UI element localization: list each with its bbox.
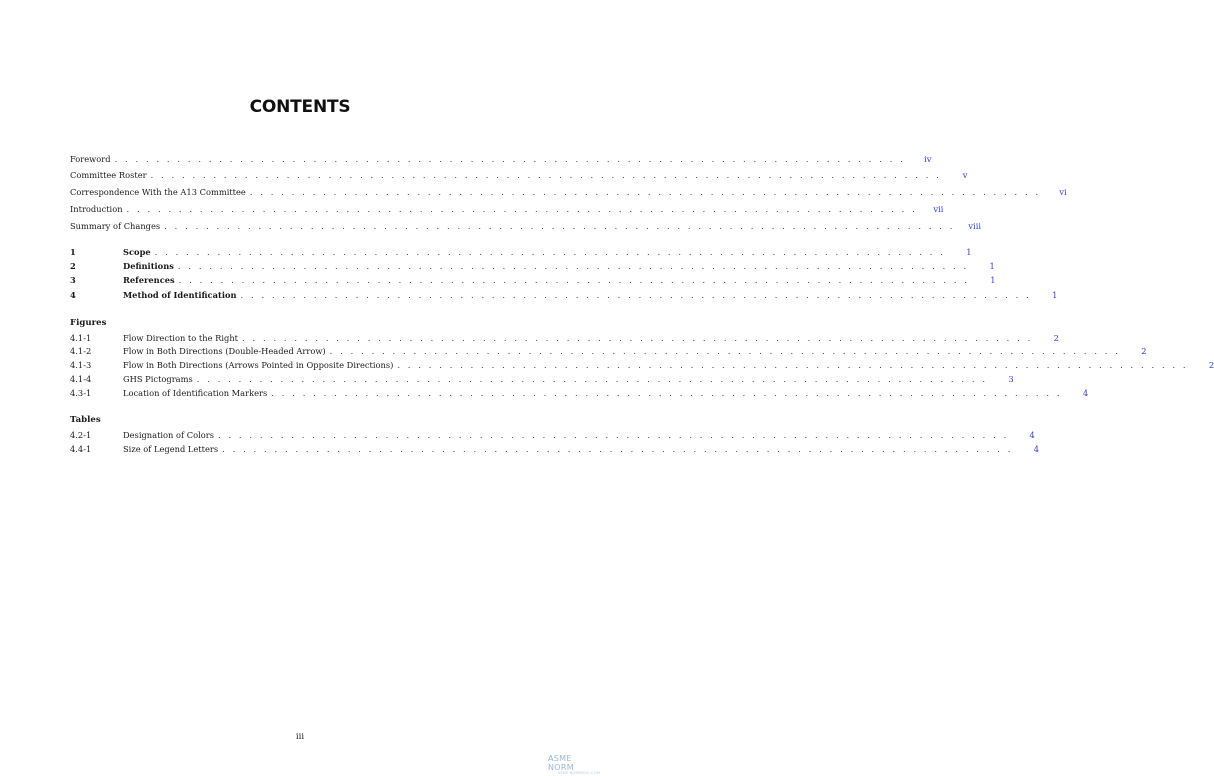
- toc-page-link[interactable]: 1: [989, 261, 995, 271]
- section-number: 2: [70, 261, 76, 271]
- toc-page-link[interactable]: 1: [990, 275, 996, 285]
- figure-number: 4.1-1: [70, 333, 92, 343]
- dot-leader: . . . . . . . . . . . . . . . . . . . . . . . . . . . . . . . . . . . . . . . . . . . . . . . . . . . . . . . . . . . . . . . . . . . . . . . . . . . .: [271, 388, 1063, 398]
- toc-entry-label: Foreword: [70, 154, 111, 164]
- toc-entry-references[interactable]: [70, 273, 996, 288]
- toc-entry-correspondence[interactable]: [70, 185, 1067, 200]
- dot-leader: . . . . . . . . . . . . . . . . . . . . . . . . . . . . . . . . . . . . . . . . . . . . . . . . . . . . . . . . . . . . . . . . . . . . . . . . . . . .: [150, 170, 942, 180]
- dot-leader: . . . . . . . . . . . . . . . . . . . . . . . . . . . . . . . . . . . . . . . . . . . . . . . . . . . . . . . . . . . . . . . . . . . . . . . . . . . .: [126, 204, 918, 214]
- toc-entry-label: Committee Roster: [70, 170, 147, 180]
- toc-entry-introduction[interactable]: [70, 202, 944, 217]
- section-number: 3: [70, 275, 76, 285]
- toc-page-link[interactable]: vii: [933, 204, 944, 214]
- toc-page-link[interactable]: 2: [1053, 333, 1059, 343]
- toc-entry-foreword[interactable]: [70, 152, 932, 167]
- section-number: 4: [70, 290, 76, 300]
- dot-leader: . . . . . . . . . . . . . . . . . . . . . . . . . . . . . . . . . . . . . . . . . . . . . . . . . . . . . . . . . . . . . . . . . . . . . . . . . . . .: [196, 374, 988, 384]
- toc-entry-label: Introduction: [70, 204, 123, 214]
- toc-entry-label: Definitions: [123, 261, 174, 271]
- dot-leader: . . . . . . . . . . . . . . . . . . . . . . . . . . . . . . . . . . . . . . . . . . . . . . . . . . . . . . . . . . . . . . . . . . . . . . . . . . . .: [114, 154, 906, 164]
- toc-entry-label: Correspondence With the A13 Committee: [70, 187, 246, 197]
- toc-entry-figure[interactable]: [70, 386, 1089, 401]
- toc-entry-table[interactable]: [70, 428, 1035, 443]
- figure-number: 4.3-1: [70, 388, 92, 398]
- toc-page-link[interactable]: viii: [968, 221, 982, 231]
- toc-page-link[interactable]: iv: [924, 154, 932, 164]
- toc-entry-scope[interactable]: [70, 245, 972, 260]
- dot-leader: . . . . . . . . . . . . . . . . . . . . . . . . . . . . . . . . . . . . . . . . . . . . . . . . . . . . . . . . . . . . . . . . . . . . . . . . . . . .: [154, 247, 946, 257]
- toc-page-link[interactable]: 3: [1008, 374, 1014, 384]
- toc-page-link[interactable]: vi: [1059, 187, 1067, 197]
- dot-leader: . . . . . . . . . . . . . . . . . . . . . . . . . . . . . . . . . . . . . . . . . . . . . . . . . . . . . . . . . . . . . . . . . . . . . . . . . . . .: [217, 430, 1009, 440]
- toc-entry-table[interactable]: [70, 442, 1039, 457]
- dot-leader: . . . . . . . . . . . . . . . . . . . . . . . . . . . . . . . . . . . . . . . . . . . . . . . . . . . . . . . . . . . . . . . . . . . . . . . . . . . .: [222, 444, 1013, 454]
- toc-entry-label: References: [123, 275, 175, 285]
- toc-page-link[interactable]: v: [962, 170, 968, 180]
- toc-entry-label: Designation of Colors: [123, 430, 214, 440]
- toc-page-link[interactable]: 2: [1208, 360, 1214, 370]
- toc-entry-figure[interactable]: [70, 344, 1147, 359]
- toc-entry-label: GHS Pictograms: [123, 374, 193, 384]
- section-number: 1: [70, 247, 76, 257]
- toc-entry-summary-of-changes[interactable]: [70, 219, 982, 234]
- watermark-subtext: ASME NORMDOC.COM: [557, 771, 600, 775]
- watermark-logo: [548, 754, 600, 775]
- table-number: 4.4-1: [70, 444, 92, 454]
- toc-entry-label: Summary of Changes: [70, 221, 161, 231]
- figures-heading: Figures: [70, 318, 107, 328]
- toc-page-link[interactable]: 2: [1141, 346, 1147, 356]
- dot-leader: . . . . . . . . . . . . . . . . . . . . . . . . . . . . . . . . . . . . . . . . . . . . . . . . . . . . . . . . . . . . . . . . . . . . . . . . . . . .: [177, 261, 969, 271]
- toc-entry-label: Flow in Both Directions (Double-Headed Arrow): [123, 346, 326, 356]
- toc-entry-label: Size of Legend Letters: [123, 444, 219, 454]
- toc-entry-figure[interactable]: [70, 358, 1214, 373]
- figure-number: 4.1-4: [70, 374, 92, 384]
- dot-leader: . . . . . . . . . . . . . . . . . . . . . . . . . . . . . . . . . . . . . . . . . . . . . . . . . . . . . . . . . . . . . . . . . . . . . . . . . . . .: [164, 221, 956, 231]
- page-number: iii: [295, 732, 305, 742]
- toc-entry-method-of-identification[interactable]: [70, 288, 1058, 303]
- toc-entry-label: Flow in Both Directions (Arrows Pointed in Opposite Directions): [123, 360, 394, 370]
- toc-entry-definitions[interactable]: [70, 259, 995, 274]
- dot-leader: . . . . . . . . . . . . . . . . . . . . . . . . . . . . . . . . . . . . . . . . . . . . . . . . . . . . . . . . . . . . . . . . . . . . . . . . . . . .: [178, 275, 970, 285]
- dot-leader: . . . . . . . . . . . . . . . . . . . . . . . . . . . . . . . . . . . . . . . . . . . . . . . . . . . . . . . . . . . . . . . . . . . . . . . . . . . .: [240, 290, 1032, 300]
- toc-entry-label: Method of Identification: [123, 290, 237, 300]
- dot-leader: . . . . . . . . . . . . . . . . . . . . . . . . . . . . . . . . . . . . . . . . . . . . . . . . . . . . . . . . . . . . . . . . . . . . . . . . . . . .: [397, 360, 1189, 370]
- toc-entry-label: Location of Identification Markers: [123, 388, 268, 398]
- toc-entry-committee-roster[interactable]: [70, 168, 968, 183]
- toc-entry-figure[interactable]: [70, 372, 1014, 387]
- watermark-text: ASME NORM: [548, 754, 574, 772]
- dot-leader: . . . . . . . . . . . . . . . . . . . . . . . . . . . . . . . . . . . . . . . . . . . . . . . . . . . . . . . . . . . . . . . . . . . . . . . . . . . .: [249, 187, 1041, 197]
- figure-number: 4.1-2: [70, 346, 92, 356]
- toc-page-link[interactable]: 1: [1052, 290, 1058, 300]
- figure-number: 4.1-3: [70, 360, 92, 370]
- page-title: CONTENTS: [249, 97, 351, 117]
- table-number: 4.2-1: [70, 430, 92, 440]
- toc-page-link[interactable]: 4: [1029, 430, 1035, 440]
- toc-page-link[interactable]: 1: [966, 247, 972, 257]
- toc-entry-label: Scope: [123, 247, 151, 257]
- toc-entry-label: Flow Direction to the Right: [123, 333, 239, 343]
- toc-page-link[interactable]: 4: [1033, 444, 1039, 454]
- dot-leader: . . . . . . . . . . . . . . . . . . . . . . . . . . . . . . . . . . . . . . . . . . . . . . . . . . . . . . . . . . . . . . . . . . . . . . . . . . . .: [329, 346, 1121, 356]
- toc-page-link[interactable]: 4: [1082, 388, 1089, 398]
- tables-heading: Tables: [70, 415, 101, 425]
- dot-leader: . . . . . . . . . . . . . . . . . . . . . . . . . . . . . . . . . . . . . . . . . . . . . . . . . . . . . . . . . . . . . . . . . . . . . . . . . . . .: [242, 333, 1033, 343]
